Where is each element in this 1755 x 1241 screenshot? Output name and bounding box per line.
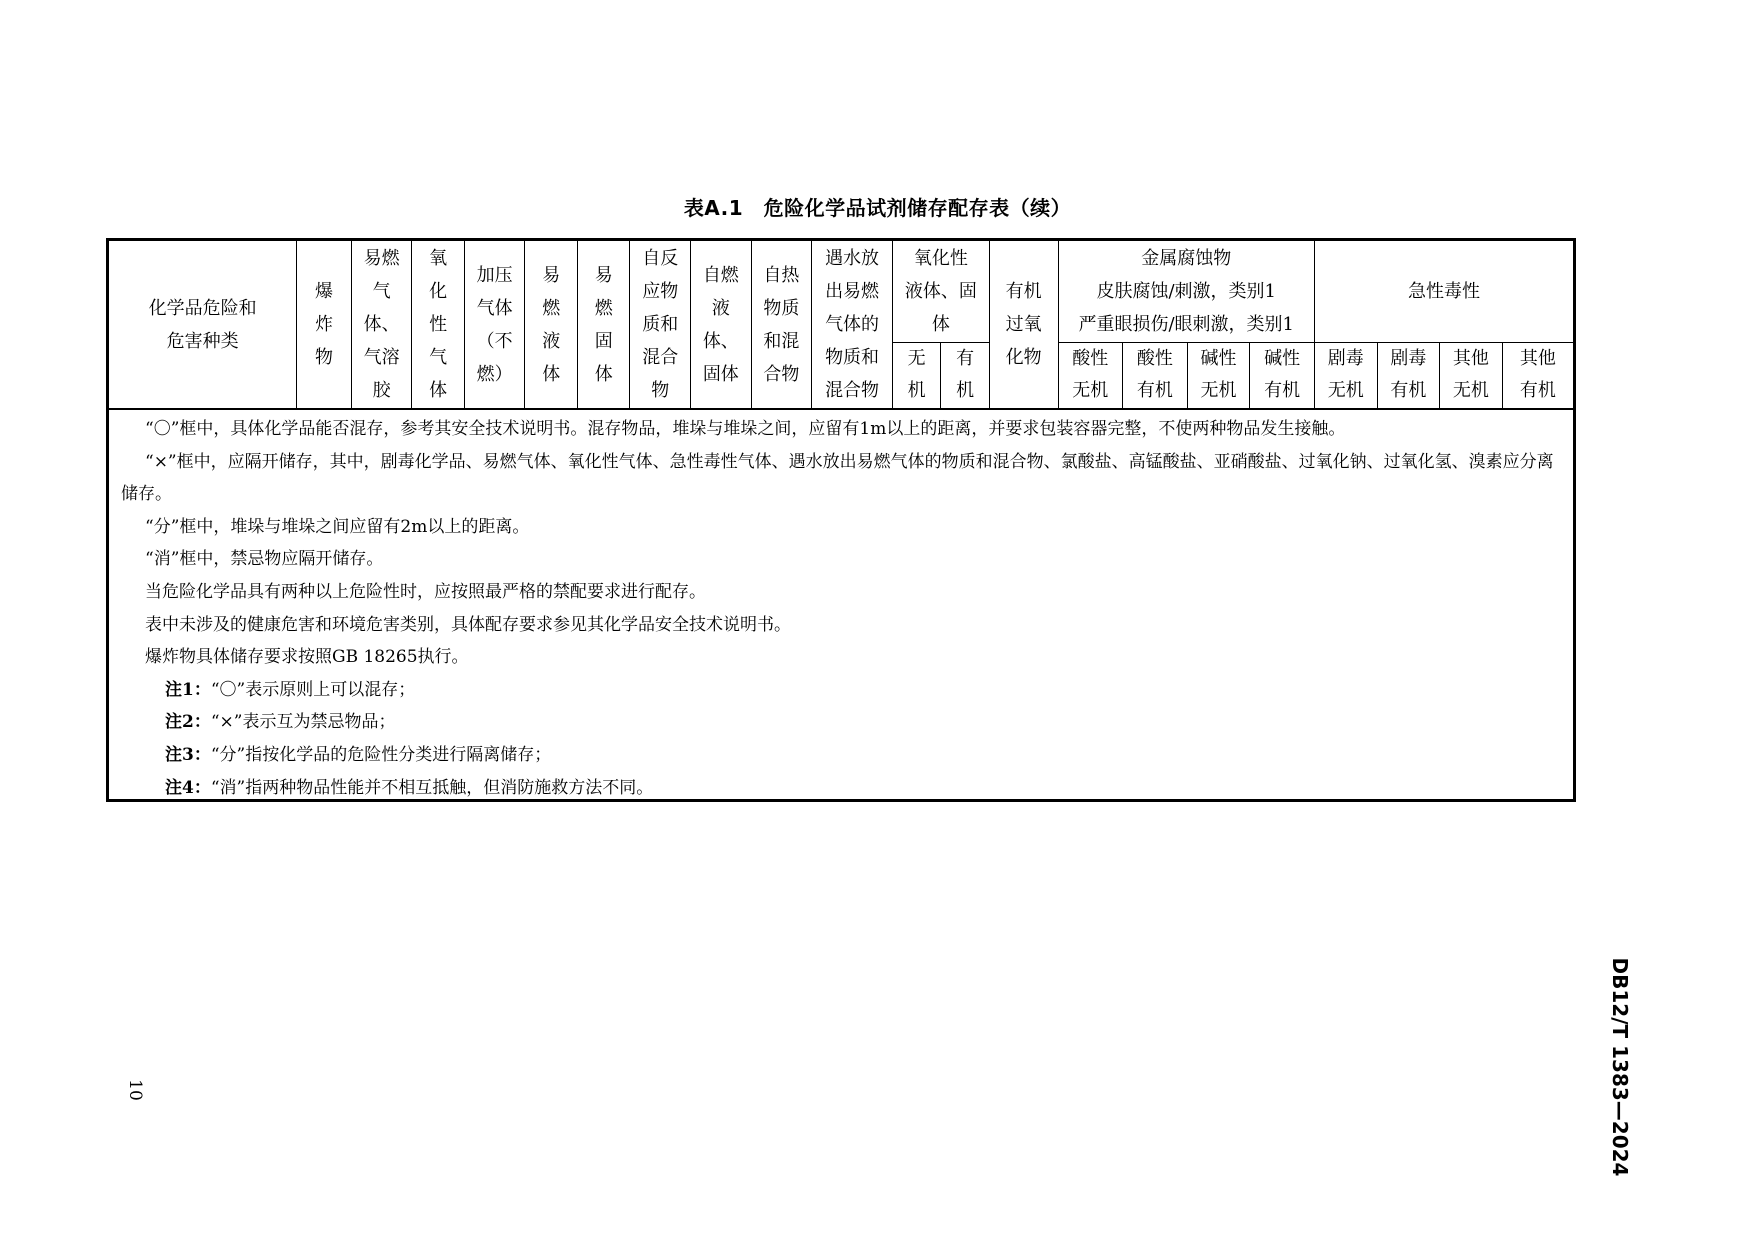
document-code: DB12/T 1383—2024 xyxy=(1608,957,1632,1177)
footnote-3: 注3：“分”指按化学品的危险性分类进行隔离储存； xyxy=(165,744,552,765)
header-pyrophoric: 自燃 液 体、 固体 xyxy=(691,241,752,409)
rule-line: 当危险化学品具有两种以上危险性时，应按照最严格的禁配要求进行配存。 xyxy=(145,581,706,602)
rule-line: 爆炸物具体储存要求按照GB 18265执行。 xyxy=(145,647,469,668)
header-corrosive-base-organic: 碱性 有机 xyxy=(1250,342,1315,409)
header-corrosive: 金属腐蚀物 皮肤腐蚀/刺激，类别1 严重眼损伤/眼刺激，类别1 xyxy=(1058,241,1314,342)
footnote-4: 注4：“消”指两种物品性能并不相互抵触，但消防施救方法不同。 xyxy=(165,777,654,798)
header-toxic-other-inorganic: 其他 无机 xyxy=(1440,342,1503,409)
header-organic-peroxide: 有机 过氧 化物 xyxy=(989,241,1058,409)
note-line: “消”框中，禁忌物应隔开储存。 xyxy=(145,549,384,570)
header-flammable-gas: 易燃 气 体、 气溶 胶 xyxy=(351,241,412,409)
note-line: “分”框中，堆垛与堆垛之间应留有2m以上的距离。 xyxy=(145,516,530,537)
header-oxidizing-inorganic: 无 机 xyxy=(892,342,940,409)
storage-table xyxy=(106,238,1576,802)
page-number: 10 xyxy=(124,1079,145,1101)
header-corrosive-base-inorganic: 碱性 无机 xyxy=(1187,342,1250,409)
footnote-2: 注2：“×”表示互为禁忌物品； xyxy=(165,712,396,733)
header-oxidizing-liquid-solid: 氧化性 液体、固 体 xyxy=(892,241,989,342)
header-explosive: 爆 炸 物 xyxy=(297,241,352,409)
header-flammable-liquid: 易 燃 液 体 xyxy=(525,241,578,409)
header-oxidizing-gas: 氧 化 性 气 体 xyxy=(412,241,465,409)
header-toxic-highly-inorganic: 剧毒 无机 xyxy=(1314,342,1377,409)
header-self-reactive: 自反 应物 质和 混合 物 xyxy=(630,241,691,409)
header-toxic-highly-organic: 剧毒 有机 xyxy=(1377,342,1440,409)
header-corrosive-acid-inorganic: 酸性 无机 xyxy=(1058,342,1123,409)
rule-line: 表中未涉及的健康危害和环境危害类别，具体配存要求参见其化学品安全技术说明书。 xyxy=(145,614,791,635)
note-line: “〇”框中，具体化学品能否混存，参考其安全技术说明书。混存物品，堆垛与堆垛之间，应留有1m以上的距离，并要求包装容器完整，不使两种物品发生接触。 xyxy=(145,419,1346,439)
footnote-1: 注1：“〇”表示原则上可以混存； xyxy=(165,679,416,700)
table-title: 表A.1 危险化学品试剂储存配存表（续） xyxy=(683,196,1072,220)
header-oxidizing-organic: 有 机 xyxy=(941,342,989,409)
header-flammable-solid: 易 燃 固 体 xyxy=(577,241,630,409)
header-pressurized-gas: 加压 气体 （不 燃） xyxy=(464,241,525,409)
table-notes xyxy=(109,410,1573,804)
header-toxic-other-organic: 其他 有机 xyxy=(1502,342,1573,409)
header-corrosive-acid-organic: 酸性 有机 xyxy=(1123,342,1188,409)
header-water-reactive: 遇水放 出易燃 气体的 物质和 混合物 xyxy=(812,241,893,409)
note-line: “×”框中，应隔开储存，其中，剧毒化学品、易燃气体、氧化性气体、急性毒性气体、遇水放出易燃气体的物质和混合物、氯酸盐、高锰酸盐、亚硝酸盐、过氧化钠、过氧化氢、溴素应分离储存。 xyxy=(121,451,1554,505)
table-header xyxy=(109,241,1573,410)
header-hazard-category: 化学品危险和 危害种类 xyxy=(109,241,297,409)
header-acute-toxicity: 急性毒性 xyxy=(1314,241,1573,342)
header-self-heating: 自热 物质 和混 合物 xyxy=(751,241,812,409)
